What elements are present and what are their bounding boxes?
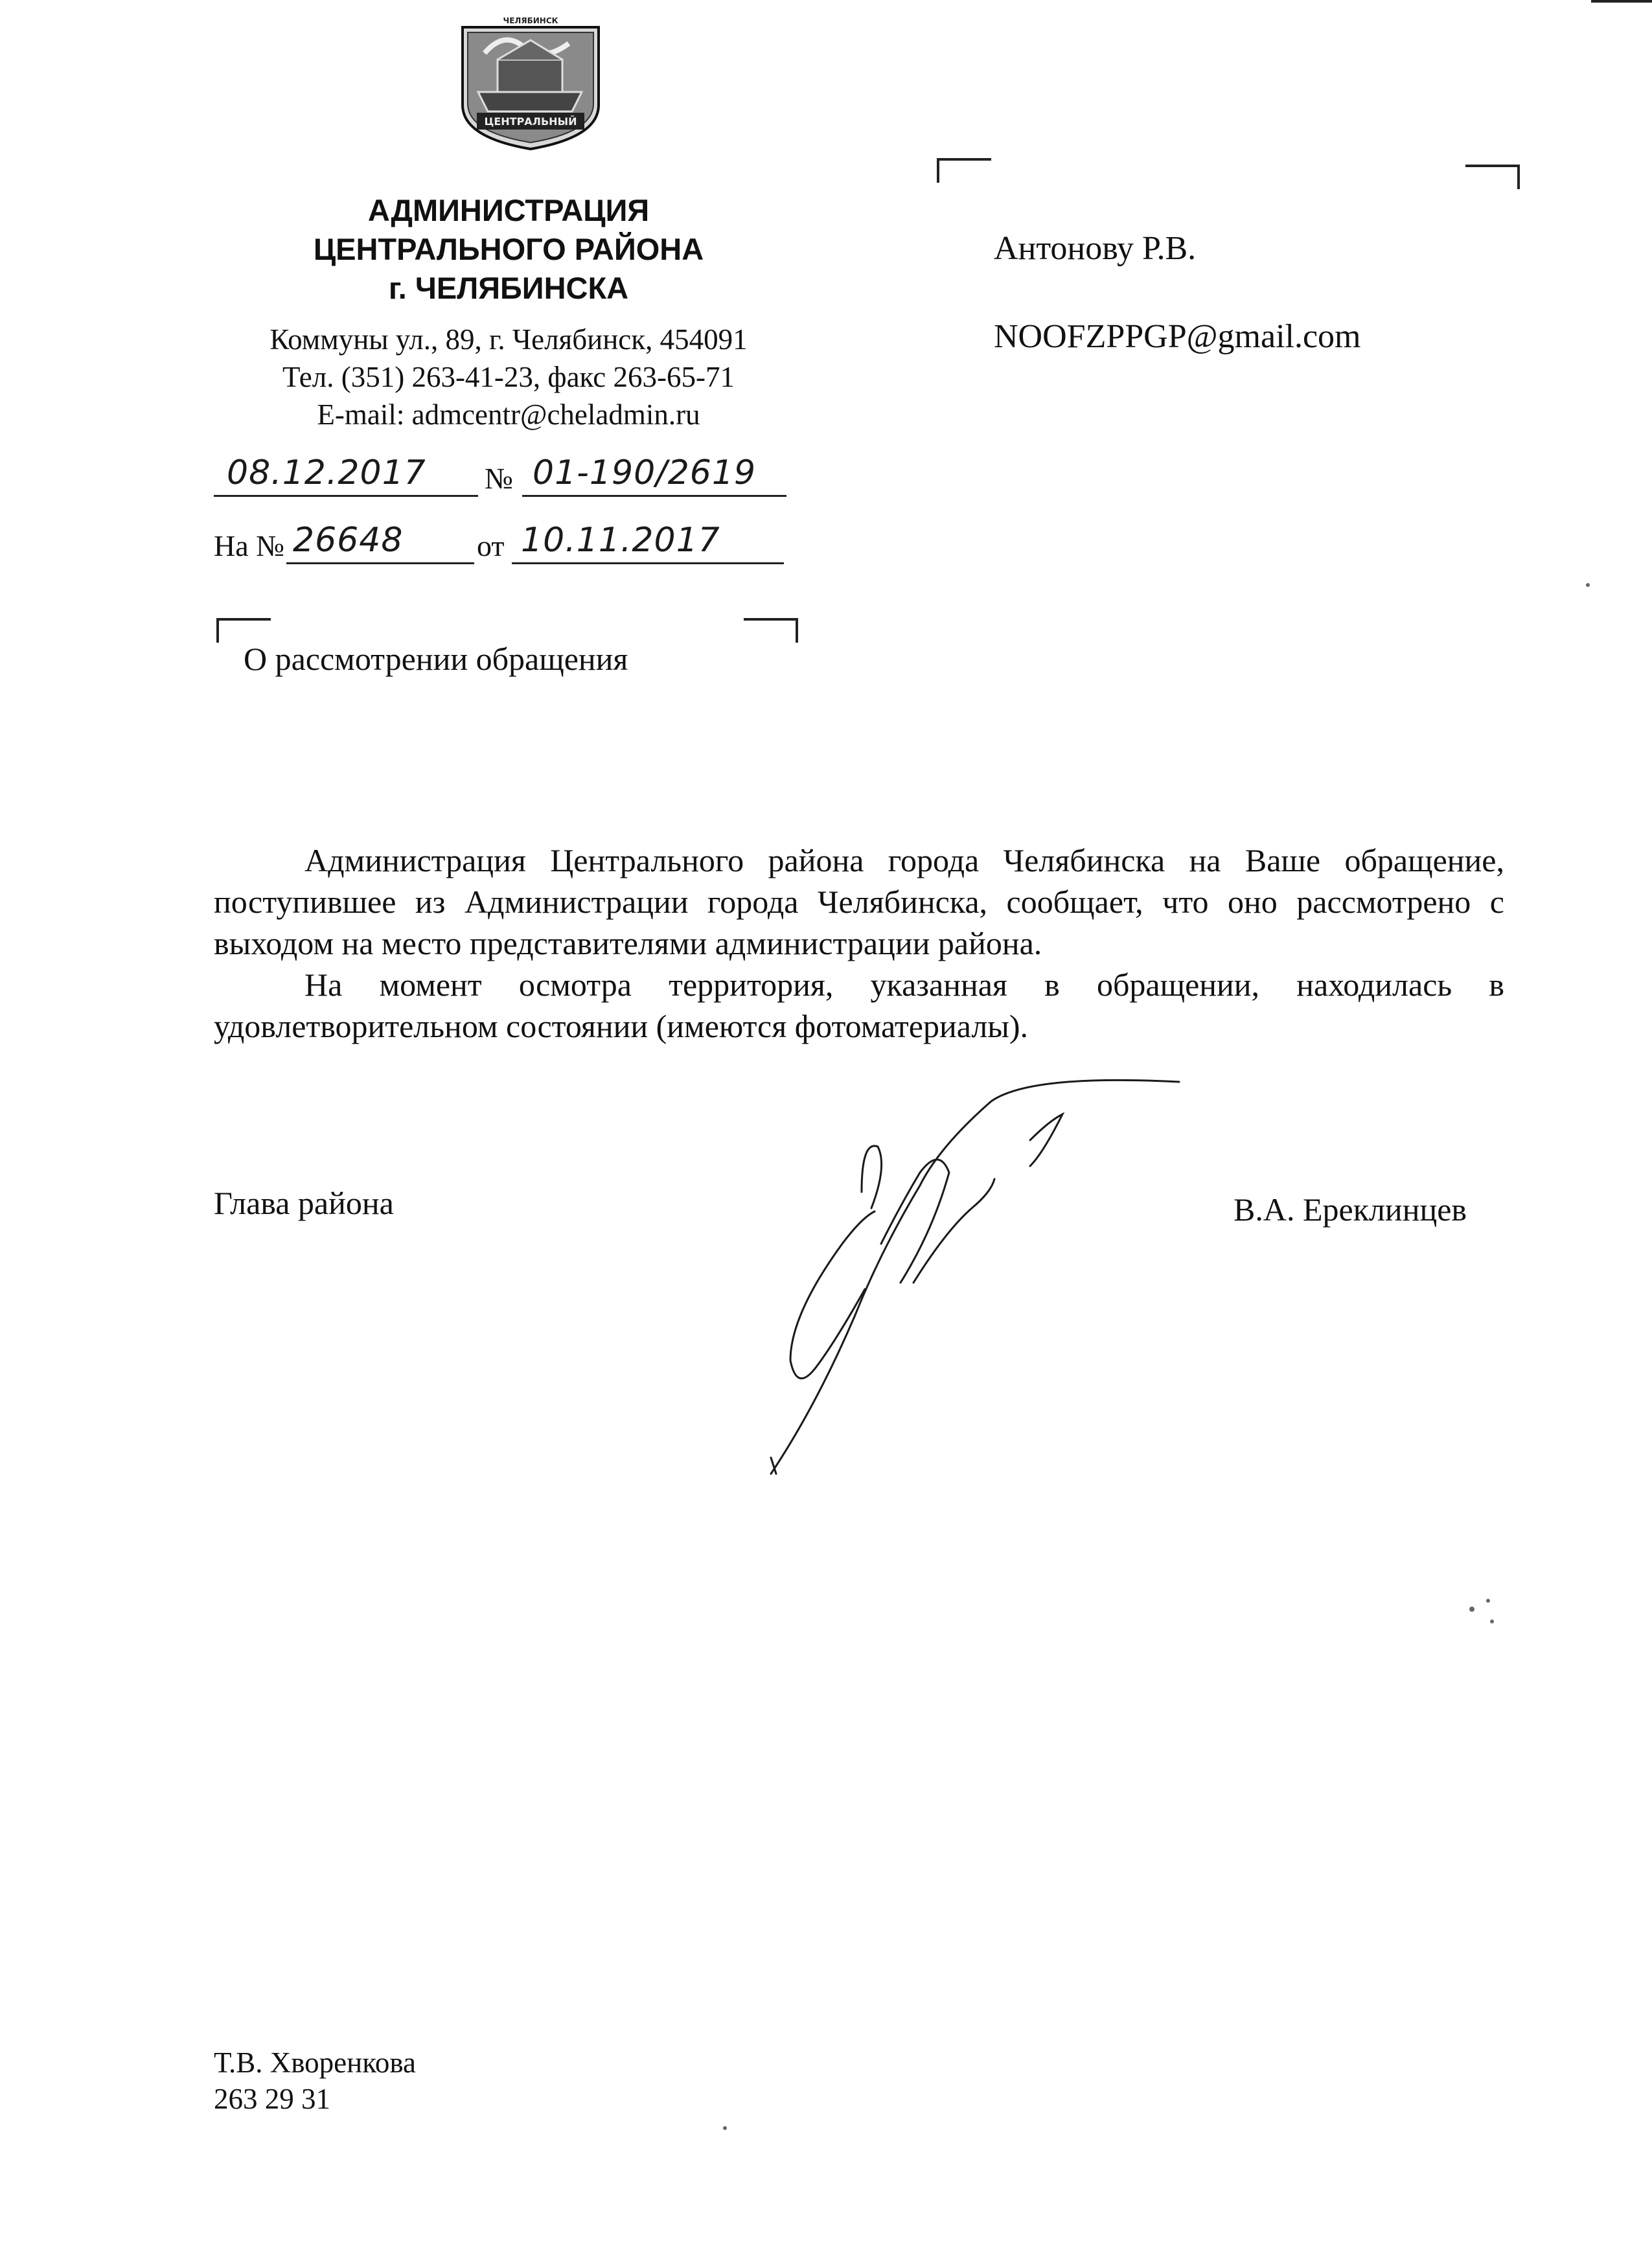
recipient-email: NOOFZPPGP@gmail.com xyxy=(994,318,1361,355)
org-name-line1: АДМИНИСТРАЦИЯ xyxy=(367,193,650,227)
subject-bracket-right xyxy=(744,618,798,643)
org-name-line2: ЦЕНТРАЛЬНОГО РАЙОНА xyxy=(313,232,704,266)
reference-date-label: от xyxy=(477,529,505,562)
coat-of-arms-emblem xyxy=(459,14,602,150)
recipient-bracket-right xyxy=(1465,165,1520,189)
scan-speck xyxy=(1586,583,1590,587)
recipient-bracket-left xyxy=(937,158,991,183)
reference-number-underline xyxy=(286,562,474,564)
org-name-line3: г. ЧЕЛЯБИНСКА xyxy=(388,271,629,305)
signatory-position: Глава района xyxy=(214,1185,394,1221)
scan-speck xyxy=(723,2126,727,2130)
letter-body xyxy=(214,840,1504,1047)
scan-edge-mark xyxy=(1591,0,1652,3)
scan-speck xyxy=(1469,1607,1474,1612)
body-paragraph-2: На момент осмотра территория, указанная в обращении, находилась в удовлетворительном состоянии (имеются фотоматериалы). xyxy=(214,967,1504,1044)
letter-subject: О рассмотрении обращения xyxy=(244,641,628,677)
org-address: Коммуны ул., 89, г. Челябинск, 454091 xyxy=(270,323,748,356)
reference-number: 26648 xyxy=(293,521,404,560)
signatory-name: В.А. Ереклинцев xyxy=(1233,1191,1467,1228)
reference-date: 10.11.2017 xyxy=(521,521,720,560)
svg-text:ЧЕЛЯБИНСК: ЧЕЛЯБИНСК xyxy=(503,16,558,25)
subject-bracket-left xyxy=(216,618,271,643)
org-email: E-mail: admcentr@cheladmin.ru xyxy=(317,398,700,431)
org-phone: Тел. (351) 263-41-23, факс 263-65-71 xyxy=(282,361,735,393)
outgoing-date-underline xyxy=(214,495,478,497)
outgoing-date: 08.12.2017 xyxy=(227,453,426,492)
executor-name: Т.В. Хворенкова xyxy=(214,2046,416,2079)
handwritten-signature xyxy=(726,1069,1192,1490)
reference-date-underline xyxy=(512,562,784,564)
executor-phone: 263 29 31 xyxy=(214,2083,330,2115)
outgoing-number: 01-190/2619 xyxy=(533,453,757,492)
scan-speck xyxy=(1490,1620,1494,1623)
recipient-name: Антонову Р.В. xyxy=(994,230,1197,267)
body-paragraph-1: Администрация Центрального района города Челябинска на Ваше обращение, поступившее из Администрации города Челябинска, сообщает, что оно рассмотрено с выходом на место представителями администрации района. xyxy=(214,842,1504,961)
svg-text:ЦЕНТРАЛЬНЫЙ: ЦЕНТРАЛЬНЫЙ xyxy=(484,115,577,128)
outgoing-number-underline xyxy=(522,495,786,497)
reference-number-label: На № xyxy=(214,529,285,562)
scan-speck xyxy=(1486,1599,1490,1603)
outgoing-number-label: № xyxy=(485,462,513,495)
